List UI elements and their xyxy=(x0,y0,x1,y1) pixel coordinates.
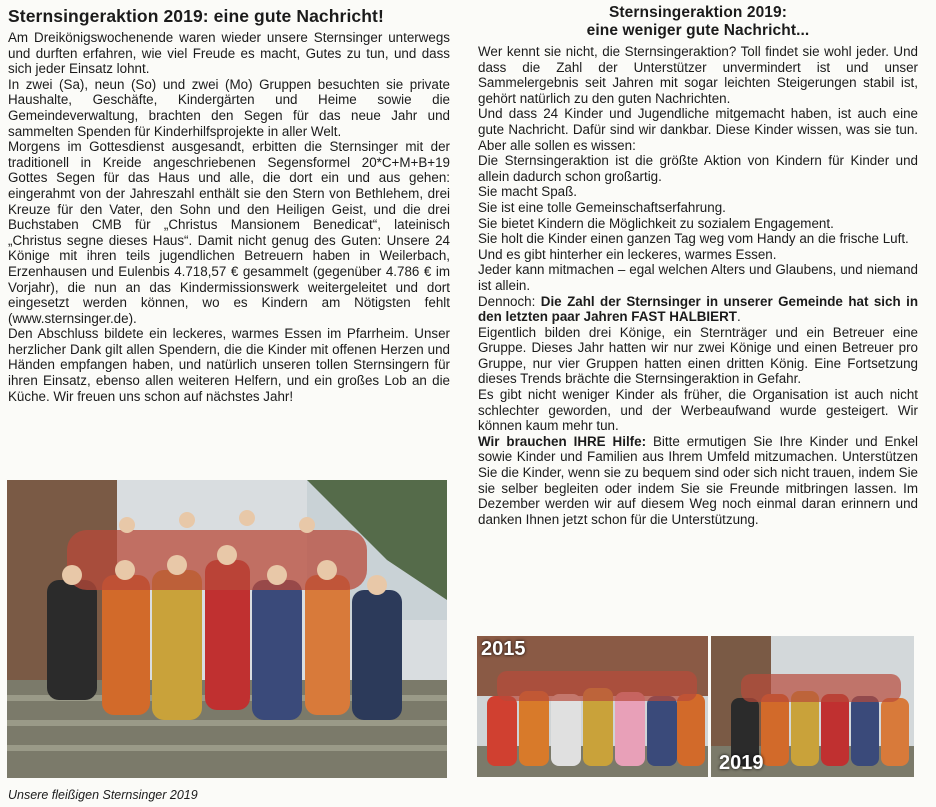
left-paragraph: Morgens im Gottesdienst ausgesandt, erbitten die Sternsinger mit der traditionell in Kreide angeschriebenen Segensformel 20*C+M+B+19 Gottes Segen für das Haus und alle, die dort ein und aus gehen: eingerahmt von der Jahreszahl enthält sie den Stern von Bethlehem, drei Kreuze für den Vater, den Sohn und den Heiligen Geist, und die drei Buchstaben CMB für „Christus Mansionem Benedicat“, lateinisch „Christus segne dieses Haus“. Damit nicht genug des Guten: Unsere 24 Könige mit ihren teils jugendlichen Betreuern haben in Weilerbach, Erzenhausen und Eulenbis 4.718,57 € gesammelt (gegenüber 4.786 € im Vorjahr), die nun an das Kindermissionswerk weitergeleitet und dort eingesetzt werden können, wo es Kindern am Nötigsten fehlt (www.sternsinger.de). xyxy=(8,139,450,326)
photo-caption: Unsere fleißigen Sternsinger 2019 xyxy=(8,788,198,802)
left-title: Sternsingeraktion 2019: eine gute Nachricht! xyxy=(8,6,384,26)
right-title xyxy=(478,4,918,40)
left-article xyxy=(8,0,450,404)
right-title-line2: eine weniger gute Nachricht... xyxy=(586,22,810,39)
year-label-2019: 2019 xyxy=(719,752,764,774)
left-paragraph: Den Abschluss bildete ein leckeres, warmes Essen im Pfarrheim. Unser herzlicher Dank gilt allen Spendern, die die Kinder mit offenen Herzen und Händen empfangen haben, und natürlich unseren tollen Sternsingern für ihren Einsatz, ebenso allen weiteren Helfern, und ein großes Lob an die Küche. Wir freuen uns schon auf nächstes Jahr! xyxy=(8,326,450,404)
right-paragraph: Sie holt die Kinder einen ganzen Tag weg vom Handy an die frische Luft. xyxy=(478,231,909,247)
year-label-2015: 2015 xyxy=(481,638,526,660)
help-bold: Wir brauchen IHRE Hilfe: xyxy=(478,433,647,449)
left-body xyxy=(8,30,450,404)
right-paragraph: Sie macht Spaß. xyxy=(478,184,577,200)
help-text: Bitte ermutigen Sie Ihre Kinder und Enkel sowie Kinder und Familien aus Ihrem Umfeld mitzumachen. Unterstützen Sie die Kinder, wenn sie zu bequem sind oder sich nicht trauen, indem Sie sie selber begleiten oder indem Sie sie Freunde mitbringen lassen. Im Dezember werden wir auf diesem Weg noch einmal daran erinnern und danken Ihnen jetzt schon für die Unterstützung. xyxy=(478,433,918,527)
right-paragraph: Jeder kann mitmachen – egal welchen Alters und Glaubens, und niemand ist allein. xyxy=(478,262,918,293)
left-paragraph: In zwei (Sa), neun (So) und zwei (Mo) Gruppen besuchten sie private Haushalte, Geschäfte, Kindergärten und Heime sowie die Gemeindeverwaltung, brachten den Segen für das neue Jahr und sammelten Spenden für Kinderhilfsprojekte in aller Welt. xyxy=(8,76,450,139)
left-paragraph: Am Dreikönigswochenende waren wieder unsere Sternsinger unterwegs und durften erfahren, wie viel Freude es macht, Gutes zu tun, und dass sich jeder Einsatz lohnt. xyxy=(8,30,450,77)
group-photo-2015 xyxy=(477,636,708,777)
right-paragraph: Die Sternsingeraktion ist die größte Aktion von Kindern für Kinder und allein dadurch schon großartig. xyxy=(478,153,918,184)
dennoch-lead: Dennoch: xyxy=(478,293,541,309)
right-article xyxy=(478,0,918,527)
right-paragraph: Es gibt nicht weniger Kinder als früher, die Organisation ist auch nicht schlechter geworden, und der Werbeaufwand wurde gesteigert. Wir können kaum mehr tun. xyxy=(478,387,918,434)
right-title-line1: Sternsingeraktion 2019: xyxy=(608,4,788,21)
right-paragraph: Eigentlich bilden drei Könige, ein Sternträger und ein Betreuer eine Gruppe. Dieses Jahr hatten wir nur zwei Könige und einen Betreuer pro Gruppe, nur vier Gruppen hatten einen dritten König. Eine Fortsetzung dieses Trends brächte die Sternsingeraktion in Gefahr. xyxy=(478,324,918,387)
right-body xyxy=(478,44,918,527)
group-photo-2019 xyxy=(7,480,447,778)
dennoch-paragraph xyxy=(478,294,918,325)
right-paragraph: Sie bietet Kindern die Möglichkeit zu sozialem Engagement. xyxy=(478,215,834,231)
help-paragraph xyxy=(478,434,918,528)
dennoch-bold: Die Zahl der Sternsinger in unserer Gemeinde hat sich in den letzten paar Jahren FAST HALBIERT xyxy=(478,293,918,325)
dennoch-end: . xyxy=(736,309,741,325)
right-paragraph: Und es gibt hinterher ein leckeres, warmes Essen. xyxy=(478,246,777,262)
group-photo-image xyxy=(7,480,447,778)
group-photo-2019-small xyxy=(711,636,914,777)
right-paragraph: Wer kennt sie nicht, die Sternsingeraktion? Toll findet sie wohl jeder. Und dass die Zahl der Unterstützer unvermindert ist und unser Sammelergebnis seit Jahren mit sogar leichten Steigerungen stabil ist, gehört natürlich zu den guten Nachrichten. xyxy=(478,44,918,106)
right-paragraph: Sie ist eine tolle Gemeinschaftserfahrung. xyxy=(478,199,726,215)
right-paragraph: Und dass 24 Kinder und Jugendliche mitgemacht haben, ist auch eine gute Nachricht. Dafür sind wir dankbar. Diese Kinder wissen, was sie tun. Aber alle sollen es wissen: xyxy=(478,106,918,153)
